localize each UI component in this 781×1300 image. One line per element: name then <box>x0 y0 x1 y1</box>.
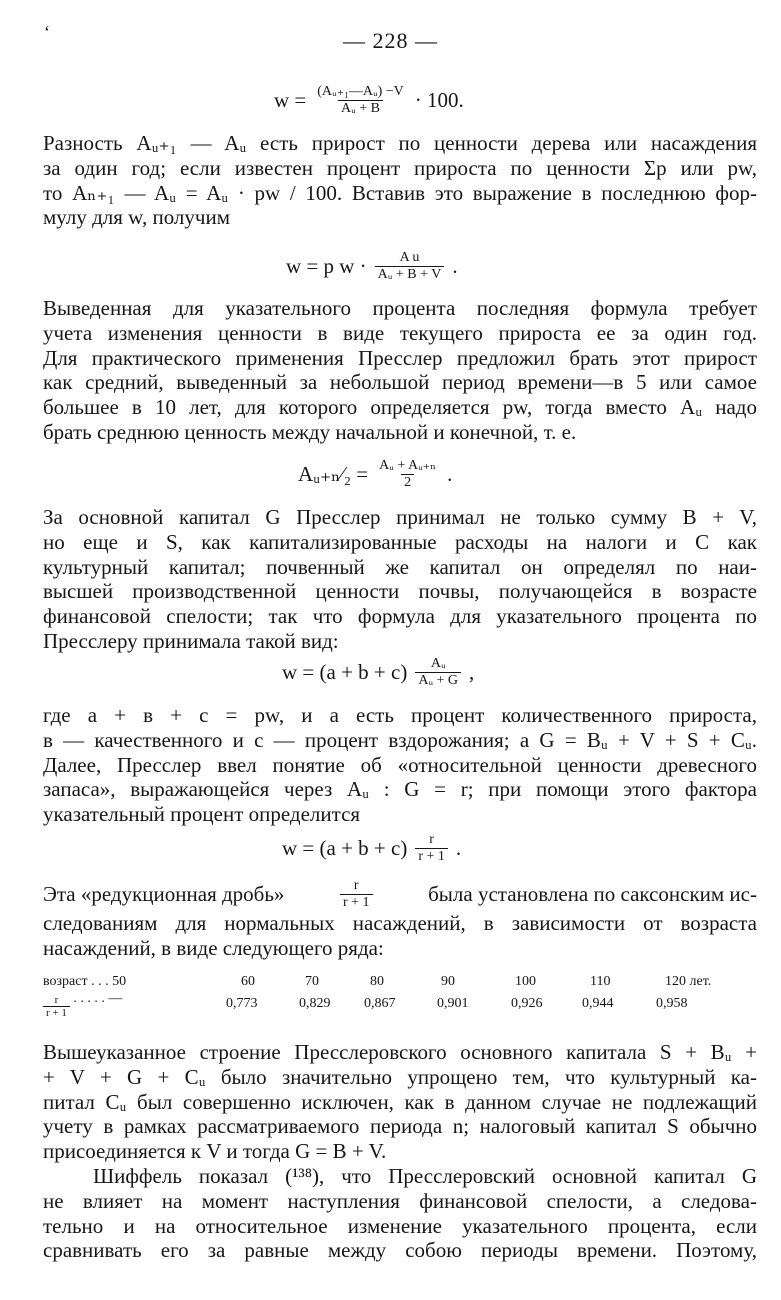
text-line: высшей производственной ценности почвы, получающейся в возрасте <box>43 579 757 604</box>
text-line: Для практического применения Пресслер предложил брать этот прирост <box>43 345 757 370</box>
text-line: + V + G + Cᵤ было значительно упрощено тем, что культурный ка- <box>43 1064 757 1089</box>
paragraph-1 <box>43 131 757 230</box>
ratio-cell: 0,773 <box>226 996 258 1011</box>
text-line: большее в 10 лет, для которого определяется pw, тогда вместо Aᵤ надо <box>43 395 757 420</box>
page-number: — 228 — <box>343 28 438 53</box>
fraction-numerator: r <box>353 878 359 893</box>
age-cell: 120 лет. <box>665 974 712 989</box>
formula-lhs: w = <box>274 88 307 112</box>
fraction-denominator: Aᵤ + B + V <box>375 266 445 283</box>
text-line: культурный капитал; почвенный же капитал он определял по наи- <box>43 554 757 579</box>
age-cell: 60 <box>241 974 255 989</box>
age-cell: 100 <box>515 974 536 989</box>
text-line: но еще и S, как капитализированные расходы на налоги и C как <box>43 529 757 554</box>
text-line <box>43 878 757 911</box>
paragraph-3 <box>43 505 757 654</box>
text-line: где a + в + c = pw, и a есть процент количественного прироста, <box>43 703 757 727</box>
text-line: присоединяется к V и тогда G = B + V. <box>43 1139 387 1164</box>
text-line: не влияет на момент наступления финансовой спелости, а следова- <box>43 1188 757 1213</box>
table-row-ages <box>43 972 759 994</box>
formula-w-2 <box>286 250 458 283</box>
text-line: запаса», выражающейся через Aᵤ : G = r; при помощи этого фактора <box>43 777 757 802</box>
fraction-numerator: A u <box>399 250 420 265</box>
row-label-ratio <box>43 990 123 1019</box>
text-line: учета изменения ценности в виде текущего прироста ее за один год. <box>43 320 757 345</box>
age-cell: 90 <box>441 974 455 989</box>
paragraph-2 <box>43 296 757 445</box>
formula-rhs: . <box>455 836 462 860</box>
text-line: в — качественного и c — процент вздорожания; a G = Bᵤ + V + S + Cᵤ. <box>43 727 757 752</box>
text-line: насаждений, в виде следующего ряда: <box>43 935 384 960</box>
text-line: Вышеуказанное строение Пресслеровского основного капитала S + Bᵤ + <box>43 1040 757 1064</box>
fraction-denominator: 2 <box>401 474 414 491</box>
text-line: тельно и на относительное изменение указательного процента, если <box>43 1213 757 1238</box>
text-line: Шиффель показал (¹³⁸), что Пресслеровский основной капитал G <box>93 1164 757 1188</box>
fraction-denominator: r + 1 <box>415 848 448 865</box>
fraction-denominator: r + 1 <box>43 1006 70 1019</box>
text-line: то Aₙ₊₁ — Aᵤ = Aᵤ · pw / 100. Вставив это выражение в последнюю фор- <box>43 180 757 205</box>
formula-lhs: w = (a + b + c) <box>282 660 408 684</box>
text-line: мулу для w, получим <box>43 205 231 230</box>
text-fragment: Эта «редукционная дробь» <box>43 882 285 907</box>
fraction <box>314 84 407 117</box>
text-line: финансовой спелости; так что формула для указательного процента по <box>43 604 757 629</box>
formula-lhs: Aᵤ₊ₙ⁄₂ = <box>298 462 369 486</box>
text-line: учету в рамках рассматриваемого периода n; налоговый капитал S обычно <box>43 1114 757 1139</box>
fraction-denominator: Aᵤ + B <box>338 100 383 117</box>
fraction <box>375 250 445 283</box>
formula-w-4 <box>282 832 461 865</box>
formula-lhs: w = (a + b + c) <box>282 836 408 860</box>
fraction-numerator: r <box>54 994 59 1006</box>
fraction-numerator: r <box>429 832 434 847</box>
table-row-ratios <box>43 990 759 1024</box>
fraction-numerator: Aᵤ + Aᵤ₊ₙ <box>379 458 437 473</box>
text-line: Разность Aᵤ₊₁ — Aᵤ есть прирост по ценности дерева или насаждения <box>43 131 757 155</box>
ratio-cell: 0,926 <box>511 996 543 1011</box>
formula-rhs: , <box>469 660 475 684</box>
row-label-age: возраст . . . 50 <box>43 974 127 989</box>
formula-w-1 <box>274 84 464 117</box>
ratio-cell: 0,901 <box>437 996 469 1011</box>
fraction <box>376 458 439 491</box>
age-cell: 110 <box>590 974 611 989</box>
fraction-numerator: Aᵤ <box>430 656 446 671</box>
formula-lhs: w = p w · <box>286 254 367 278</box>
inline-fraction <box>340 878 373 911</box>
text-line: за один год; если известен процент прироста по ценности Σp или pw, <box>43 155 757 180</box>
formula-rhs: · 100. <box>414 88 464 112</box>
formula-average <box>298 458 452 491</box>
paragraph-7 <box>43 1164 757 1263</box>
age-ratio-table <box>43 972 759 1024</box>
ratio-cell: 0,958 <box>656 996 688 1011</box>
fraction-numerator: (Aᵤ₊₁—Aᵤ) −V <box>317 84 404 99</box>
paragraph-6 <box>43 1040 757 1164</box>
inline-fraction <box>43 994 70 1019</box>
ratio-cell: 0,944 <box>582 996 614 1011</box>
ratio-cell: 0,867 <box>364 996 396 1011</box>
text-line: Пресслеру принимала такой вид: <box>43 628 339 653</box>
text-line: Далее, Пресслер ввел понятие об «относительной ценности древесного <box>43 752 757 777</box>
paragraph-5 <box>43 878 757 961</box>
formula-w-3 <box>282 656 474 689</box>
text-line: Выведенная для указательного процента последняя формула требует <box>43 296 757 320</box>
fraction <box>415 656 461 689</box>
ratio-cell: 0,829 <box>299 996 331 1011</box>
corner-mark: ‘ <box>44 22 50 42</box>
age-cell: 70 <box>305 974 319 989</box>
formula-rhs: . <box>452 254 458 278</box>
age-cell: 80 <box>370 974 384 989</box>
text-line: как средний, выведенный за небольшой период времени—в 5 или самое <box>43 370 757 395</box>
fraction-denominator: r + 1 <box>340 894 373 911</box>
leader-dots: . . . . . — <box>73 990 123 1006</box>
text-line: брать среднюю ценность между начальной и конечной, т. е. <box>43 419 577 444</box>
text-line: За основной капитал G Пресслер принимал не только сумму B + V, <box>43 505 757 529</box>
text-fragment: была установлена по саксонским ис- <box>428 882 757 907</box>
text-line: сравнивать его за равные между собою периоды времени. Поэтому, <box>43 1238 757 1263</box>
text-line: указательный процент определится <box>43 802 361 827</box>
text-line: питал Cᵤ был совершенно исключен, как в данном случае не подлежащий <box>43 1089 757 1114</box>
fraction-denominator: Aᵤ + G <box>415 672 461 689</box>
fraction <box>415 832 448 865</box>
text-line: следованиям для нормальных насаждений, в зависимости от возраста <box>43 911 757 935</box>
formula-rhs: . <box>447 462 453 486</box>
paragraph-4 <box>43 703 757 827</box>
